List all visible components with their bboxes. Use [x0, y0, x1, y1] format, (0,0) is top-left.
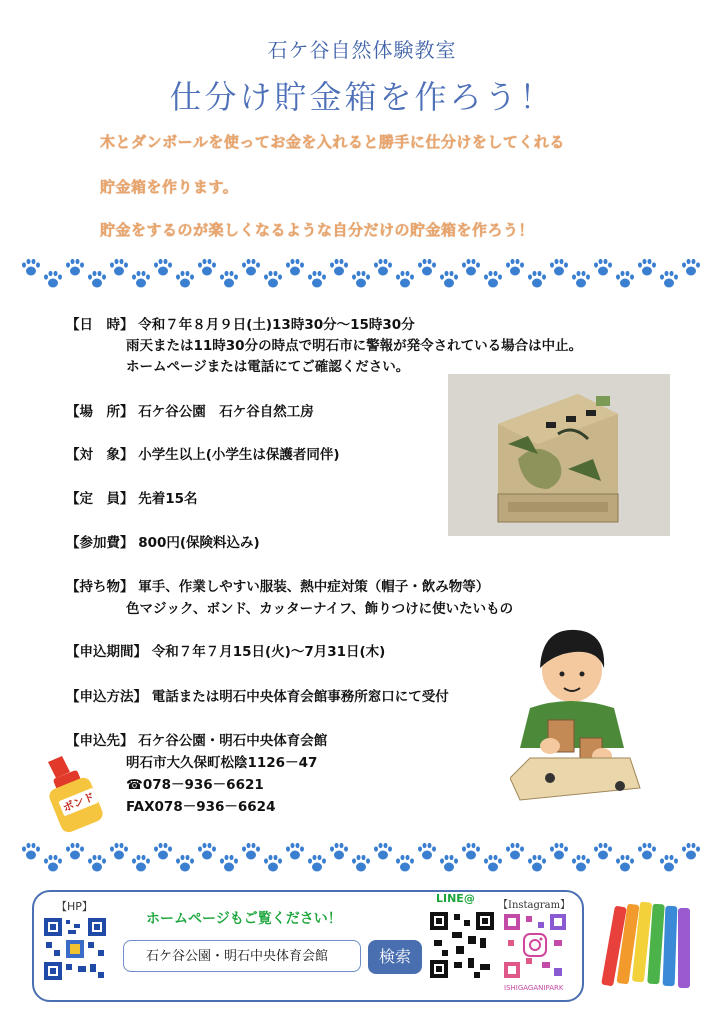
paw-print-icon [64, 842, 86, 862]
paw-print-icon [548, 842, 570, 862]
date-label: 【日 時】 [66, 317, 134, 333]
paw-print-icon [504, 842, 526, 862]
paw-print-icon [130, 270, 152, 290]
paw-print-icon [460, 258, 482, 278]
paw-print-icon [42, 854, 64, 874]
items-label: 【持ち物】 [66, 579, 134, 595]
target-label: 【対 象】 [66, 447, 134, 463]
date-note-2: ホームページまたは電話にてご確認ください。 [126, 359, 410, 375]
intro-line-2: 貯金箱を作ります。 [100, 178, 239, 196]
paw-print-icon [42, 270, 64, 290]
line-label: LINE@ [436, 892, 475, 905]
paw-print-icon [592, 258, 614, 278]
paw-print-icon [394, 270, 416, 290]
search-button[interactable]: 検索 [368, 940, 422, 974]
paw-print-icon [526, 270, 548, 290]
date-note-1: 雨天または11時30分の時点で明石市に警報が発令されている場合は中止。 [126, 338, 583, 354]
paw-print-icon [636, 842, 658, 862]
capacity-label: 【定 員】 [66, 491, 134, 507]
paw-print-divider-bottom [20, 842, 700, 876]
contact-label: 【申込先】 [66, 733, 134, 749]
homepage-heading: ホームページもご覧ください！ [146, 911, 342, 927]
contact-name: 石ケ谷公園・明石中央体育会館 [138, 733, 328, 749]
period-label: 【申込期間】 [66, 644, 147, 660]
sample-coin-bank-photo [448, 374, 670, 536]
paw-print-icon [482, 854, 504, 874]
paw-print-icon [504, 258, 526, 278]
paw-print-icon [614, 270, 636, 290]
capacity-row [66, 487, 198, 507]
bond-label: ボンド [58, 788, 98, 817]
paw-print-icon [394, 854, 416, 874]
paw-print-icon [438, 270, 460, 290]
paw-print-icon [152, 842, 174, 862]
paw-print-icon [438, 854, 460, 874]
paw-print-icon [86, 270, 108, 290]
fee-value: 800円(保険料込み) [138, 535, 260, 551]
paw-print-icon [108, 842, 130, 862]
paw-print-icon [284, 842, 306, 862]
capacity-value: 先着15名 [138, 491, 198, 507]
method-value: 電話または明石中央体育会館事務所窓口にて受付 [151, 689, 449, 705]
paw-print-icon [328, 258, 350, 278]
hp-label: 【HP】 [56, 900, 93, 913]
paw-print-icon [526, 854, 548, 874]
paw-print-icon [218, 854, 240, 874]
fee-row [66, 531, 260, 551]
paw-print-icon [460, 842, 482, 862]
contact-address: 明石市大久保町松陰1126－47 [126, 755, 318, 771]
paw-print-icon [482, 270, 504, 290]
method-label: 【申込方法】 [66, 689, 147, 705]
paw-print-icon [372, 258, 394, 278]
paw-print-icon [196, 258, 218, 278]
instagram-label: 【Instagram】 [498, 900, 571, 911]
homepage-search-box[interactable]: 石ケ谷公園・明石中央体育会館 [123, 940, 361, 972]
place-value: 石ケ谷公園 石ケ谷自然工房 [138, 404, 314, 420]
paw-print-icon [350, 854, 372, 874]
paw-print-icon [592, 842, 614, 862]
contact-row [66, 729, 327, 749]
paw-print-icon [108, 258, 130, 278]
paw-print-icon [218, 270, 240, 290]
paw-print-icon [658, 854, 680, 874]
paw-print-icon [240, 258, 262, 278]
paw-print-icon [680, 258, 702, 278]
paw-print-icon [284, 258, 306, 278]
paw-print-icon [174, 854, 196, 874]
paw-print-icon [86, 854, 108, 874]
paw-print-icon [196, 842, 218, 862]
contact-tel: ☎078－936－6621 [126, 777, 264, 793]
period-row [66, 640, 385, 660]
page-title: 仕分け貯金箱を作ろう！ [169, 78, 555, 116]
intro-line-3: 貯金をするのが楽しくなるような自分だけの貯金箱を作ろう！ [100, 221, 535, 239]
paw-print-icon [20, 842, 42, 862]
paw-print-icon [350, 270, 372, 290]
date-row [66, 313, 415, 333]
contact-fax: FAX078－936－6624 [126, 799, 276, 815]
paw-print-icon [328, 842, 350, 862]
paw-print-icon [64, 258, 86, 278]
paw-print-icon [306, 854, 328, 874]
paw-print-icon [636, 258, 658, 278]
instagram-qr-code[interactable] [502, 912, 568, 980]
bond-glue-illustration [40, 756, 110, 836]
instagram-caption: ISHIGAGANIPARK [504, 984, 564, 992]
paw-print-icon [152, 258, 174, 278]
paw-print-icon [680, 842, 702, 862]
paw-print-icon [372, 842, 394, 862]
date-value: 令和７年８月９日(土)13時30分～15時30分 [138, 317, 415, 333]
child-crafting-illustration [510, 628, 650, 808]
paw-print-icon [570, 270, 592, 290]
homepage-qr-code[interactable] [42, 916, 108, 986]
paw-print-icon [240, 842, 262, 862]
paw-print-icon [416, 258, 438, 278]
paw-print-icon [174, 270, 196, 290]
paw-print-divider-top [20, 258, 700, 292]
paw-print-icon [20, 258, 42, 278]
paw-print-icon [614, 854, 636, 874]
items-row [66, 575, 489, 595]
method-row [66, 685, 449, 705]
intro-line-1: 木とダンボールを使ってお金を入れると勝手に仕分けをしてくれる [100, 133, 565, 151]
paw-print-icon [130, 854, 152, 874]
paw-print-icon [570, 854, 592, 874]
target-row [66, 443, 340, 463]
color-markers-illustration [600, 900, 700, 1000]
paw-print-icon [548, 258, 570, 278]
items-value-1: 軍手、作業しやすい服装、熱中症対策（帽子・飲み物等） [138, 579, 490, 595]
event-series-title: 石ケ谷自然体験教室 [267, 38, 457, 62]
paw-print-icon [416, 842, 438, 862]
place-row [66, 400, 314, 420]
place-label: 【場 所】 [66, 404, 134, 420]
fee-label: 【参加費】 [66, 535, 134, 551]
paw-print-icon [658, 270, 680, 290]
paw-print-icon [262, 854, 284, 874]
items-value-2: 色マジック、ボンド、カッターナイフ、飾りつけに使いたいもの [126, 601, 514, 617]
target-value: 小学生以上(小学生は保護者同伴) [138, 447, 340, 463]
line-qr-code[interactable] [428, 910, 496, 982]
paw-print-icon [306, 270, 328, 290]
paw-print-icon [262, 270, 284, 290]
period-value: 令和７年７月15日(火)～7月31日(木) [151, 644, 386, 660]
